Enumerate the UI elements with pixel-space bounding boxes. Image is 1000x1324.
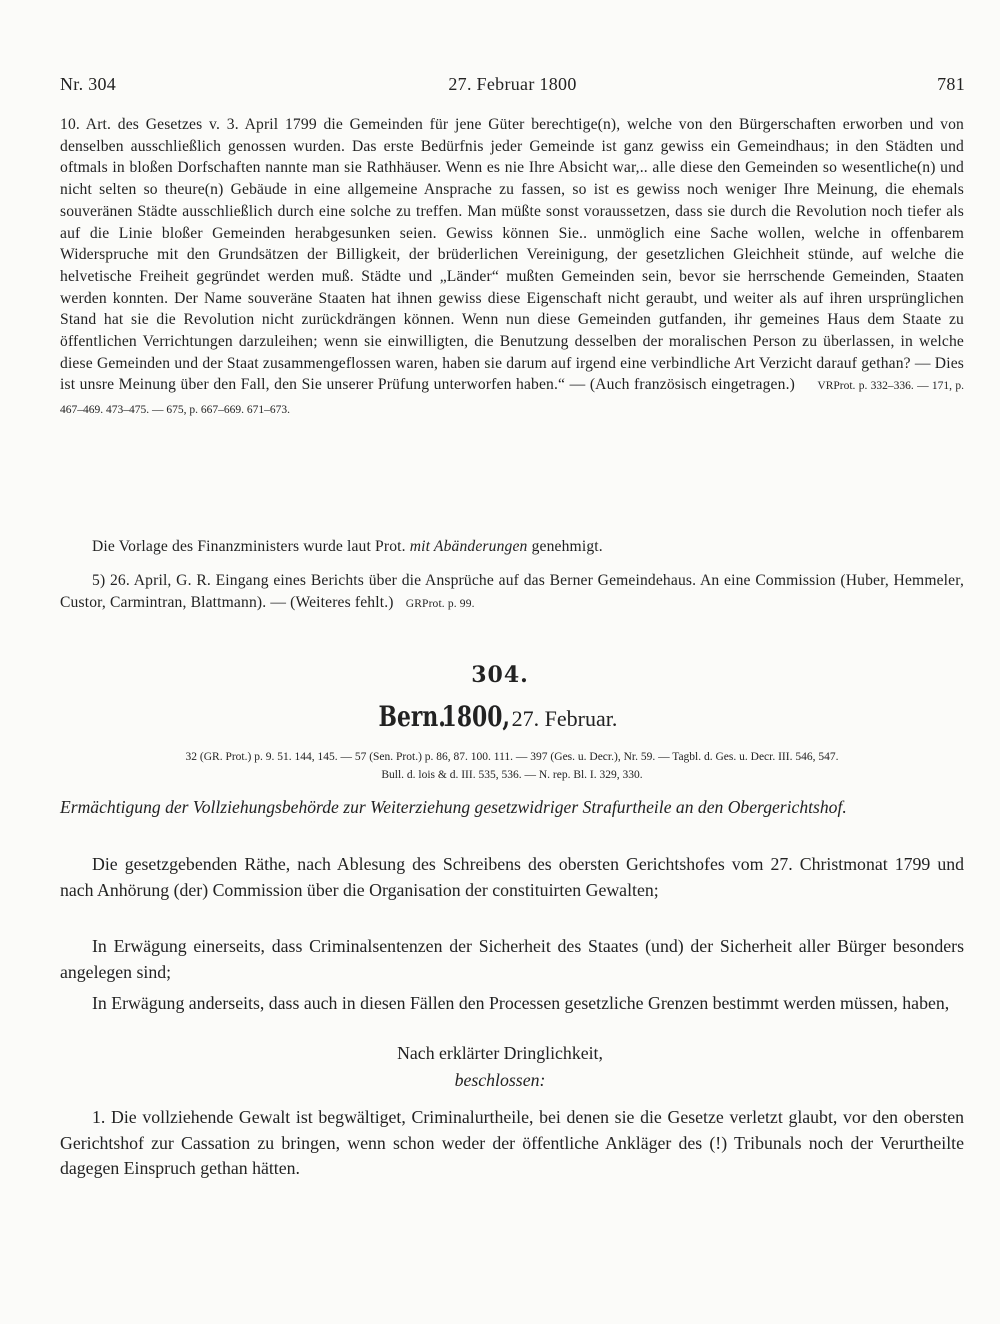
sources-line-2: Bull. d. lois & d. III. 535, 536. — N. rep. Bl. I. 329, 330.	[381, 769, 643, 781]
note-text: 5) 26. April, G. R. Eingang eines Berichts über die Ansprüche auf das Berner Gemeindehaus. An eine Commission (Huber, Hemmeler, Custor, Carmintran, Blattmann). — (Weiteres fehlt.)	[60, 572, 964, 611]
place-date-line	[0, 700, 1000, 733]
approval-italic: mit Abänderungen	[409, 538, 528, 555]
preamble-paragraph: Die gesetzgebenden Räthe, nach Ablesung des Schreibens des obersten Gerichtshofes vom 27. Christmonat 1799 und nach Anhörung (der) Commission über die Organisation der constituirten Gewalten;	[60, 854, 964, 900]
article-1: 1. Die vollziehende Gewalt ist begwältiget, Criminalurtheile, bei denen sie die Gesetze verletzt glaubt, vor den obersten Gerichtshof zur Cassation zu bringen, wenn schon weder der öffentliche Ankläger des (!) Tribunals noch der Verurtheilte dagegen Einspruch gethan hätten.	[60, 1107, 964, 1178]
approval-text-end: genehmigt.	[531, 538, 603, 555]
consideration-paragraph-2: In Erwägung anderseits, dass auch in diesen Fällen den Processen gesetzliche Grenzen bestimmt werden müssen, haben,	[92, 993, 950, 1013]
running-header	[60, 74, 965, 100]
urgency-line: Nach erklärter Dringlichkeit,	[397, 1043, 603, 1063]
paragraph-continuation	[60, 114, 964, 422]
approval-text: Die Vorlage des Finanzministers wurde laut Prot.	[92, 538, 406, 555]
page-number: 781	[937, 74, 965, 94]
place: Bern.	[378, 700, 446, 733]
day: 27. Februar.	[511, 706, 618, 731]
document-number-header: Nr. 304	[60, 74, 117, 94]
paragraph-approval	[60, 536, 964, 558]
year: 1800,	[442, 700, 511, 733]
resolved-line: beschlossen:	[454, 1070, 546, 1090]
consideration-paragraph-1: In Erwägung einerseits, dass Criminalsentenzen der Sicherheit des Staates (und) der Sicherheit aller Bürger besonders angelegen sind;	[60, 936, 964, 982]
date-header: 27. Februar 1800	[448, 74, 577, 94]
paragraph-note-5	[60, 570, 964, 615]
document-number: 304.	[471, 662, 529, 688]
paragraph-text: 10. Art. des Gesetzes v. 3. April 1799 die Gemeinden für jene Güter berechtige(n), welche von den Bürgerschaften erworben und von denselben ausschließlich genossen wurden. Das erste Bedürfnis jeder Gemeinde ist ganz gewiss ein Gemeindhaus; in den Städten und oftmals in bloßen Dorfschaften nannte man sie Rathhäuser. Wenn es nie Ihre Absicht war,.. alle diese den Gemeinden so wesentliche(n) und nicht selten so theure(n) Gebäude in eine allgemeine Ansprache zu fassen, so ist es gewiss noch weniger Ihre Meinung, die ehemals souveränen Städte ausschließlich durch eine solche zu treffen. Man müßte sonst voraussetzen, dass sie durch die Revolution noch tiefer als auf die Linie bloßer Gemeinden herabgesunken seien. Gewiss können Sie.. unmöglich eine Sache wollen, welche in offenbarem Widerspruche mit den Grundsätzen der Billigkeit, der brüderlichen Vereinigung, der gesetzlichen Gleichheit stünde, auf welche die helvetische Freiheit gegründet werden muß. Städte und „Länder“ mußten Gemeinden sein, bevor sie herrschende Gemeinden, Staaten werden konnten. Der Name souveräne Staaten hat ihnen gewiss diese Eigenschaft nicht geraubt, und weiter als auf ihren ursprünglichen Stand hat sie die Revolution nicht zurückdrängen können. Wenn nun diese Gemeinden gutfanden, ihr gemeines Haus dem Staate zu öffentlichen Verrichtungen darzuleihen; wenn sie einwilligten, die Benutzung desselben der moralischen Person zu überlassen, in welche diese Gemeinden und der Staat zusammengeflossen waren, haben sie darum auf irgend eine verbindliche Art Verzicht darauf gethan? — Dies ist unsre Meinung über den Fall, den Sie unserer Prüfung unterworfen haben.“ — (Auch französisch eingetragen.)	[60, 116, 964, 394]
sources	[60, 748, 964, 784]
note-reference: GRProt. p. 99.	[405, 597, 475, 610]
protocol-reference: VRProt. p. 332–336. — 171, p. 467–469. 473–475. — 675, p. 667–669. 671–673.	[60, 380, 964, 417]
summary: Ermächtigung der Vollziehungsbehörde zur Weiterziehung gesetzwidriger Strafurtheile an den Obergerichtshof.	[60, 797, 847, 817]
sources-line-1: 32 (GR. Prot.) p. 9. 51. 144, 145. — 57 (Sen. Prot.) p. 86, 87. 100. 111. — 397 (Ges. u. Decr.), Nr. 59. — Tagbl. d. Ges. u. Decr. III. 546, 547.	[185, 751, 839, 763]
